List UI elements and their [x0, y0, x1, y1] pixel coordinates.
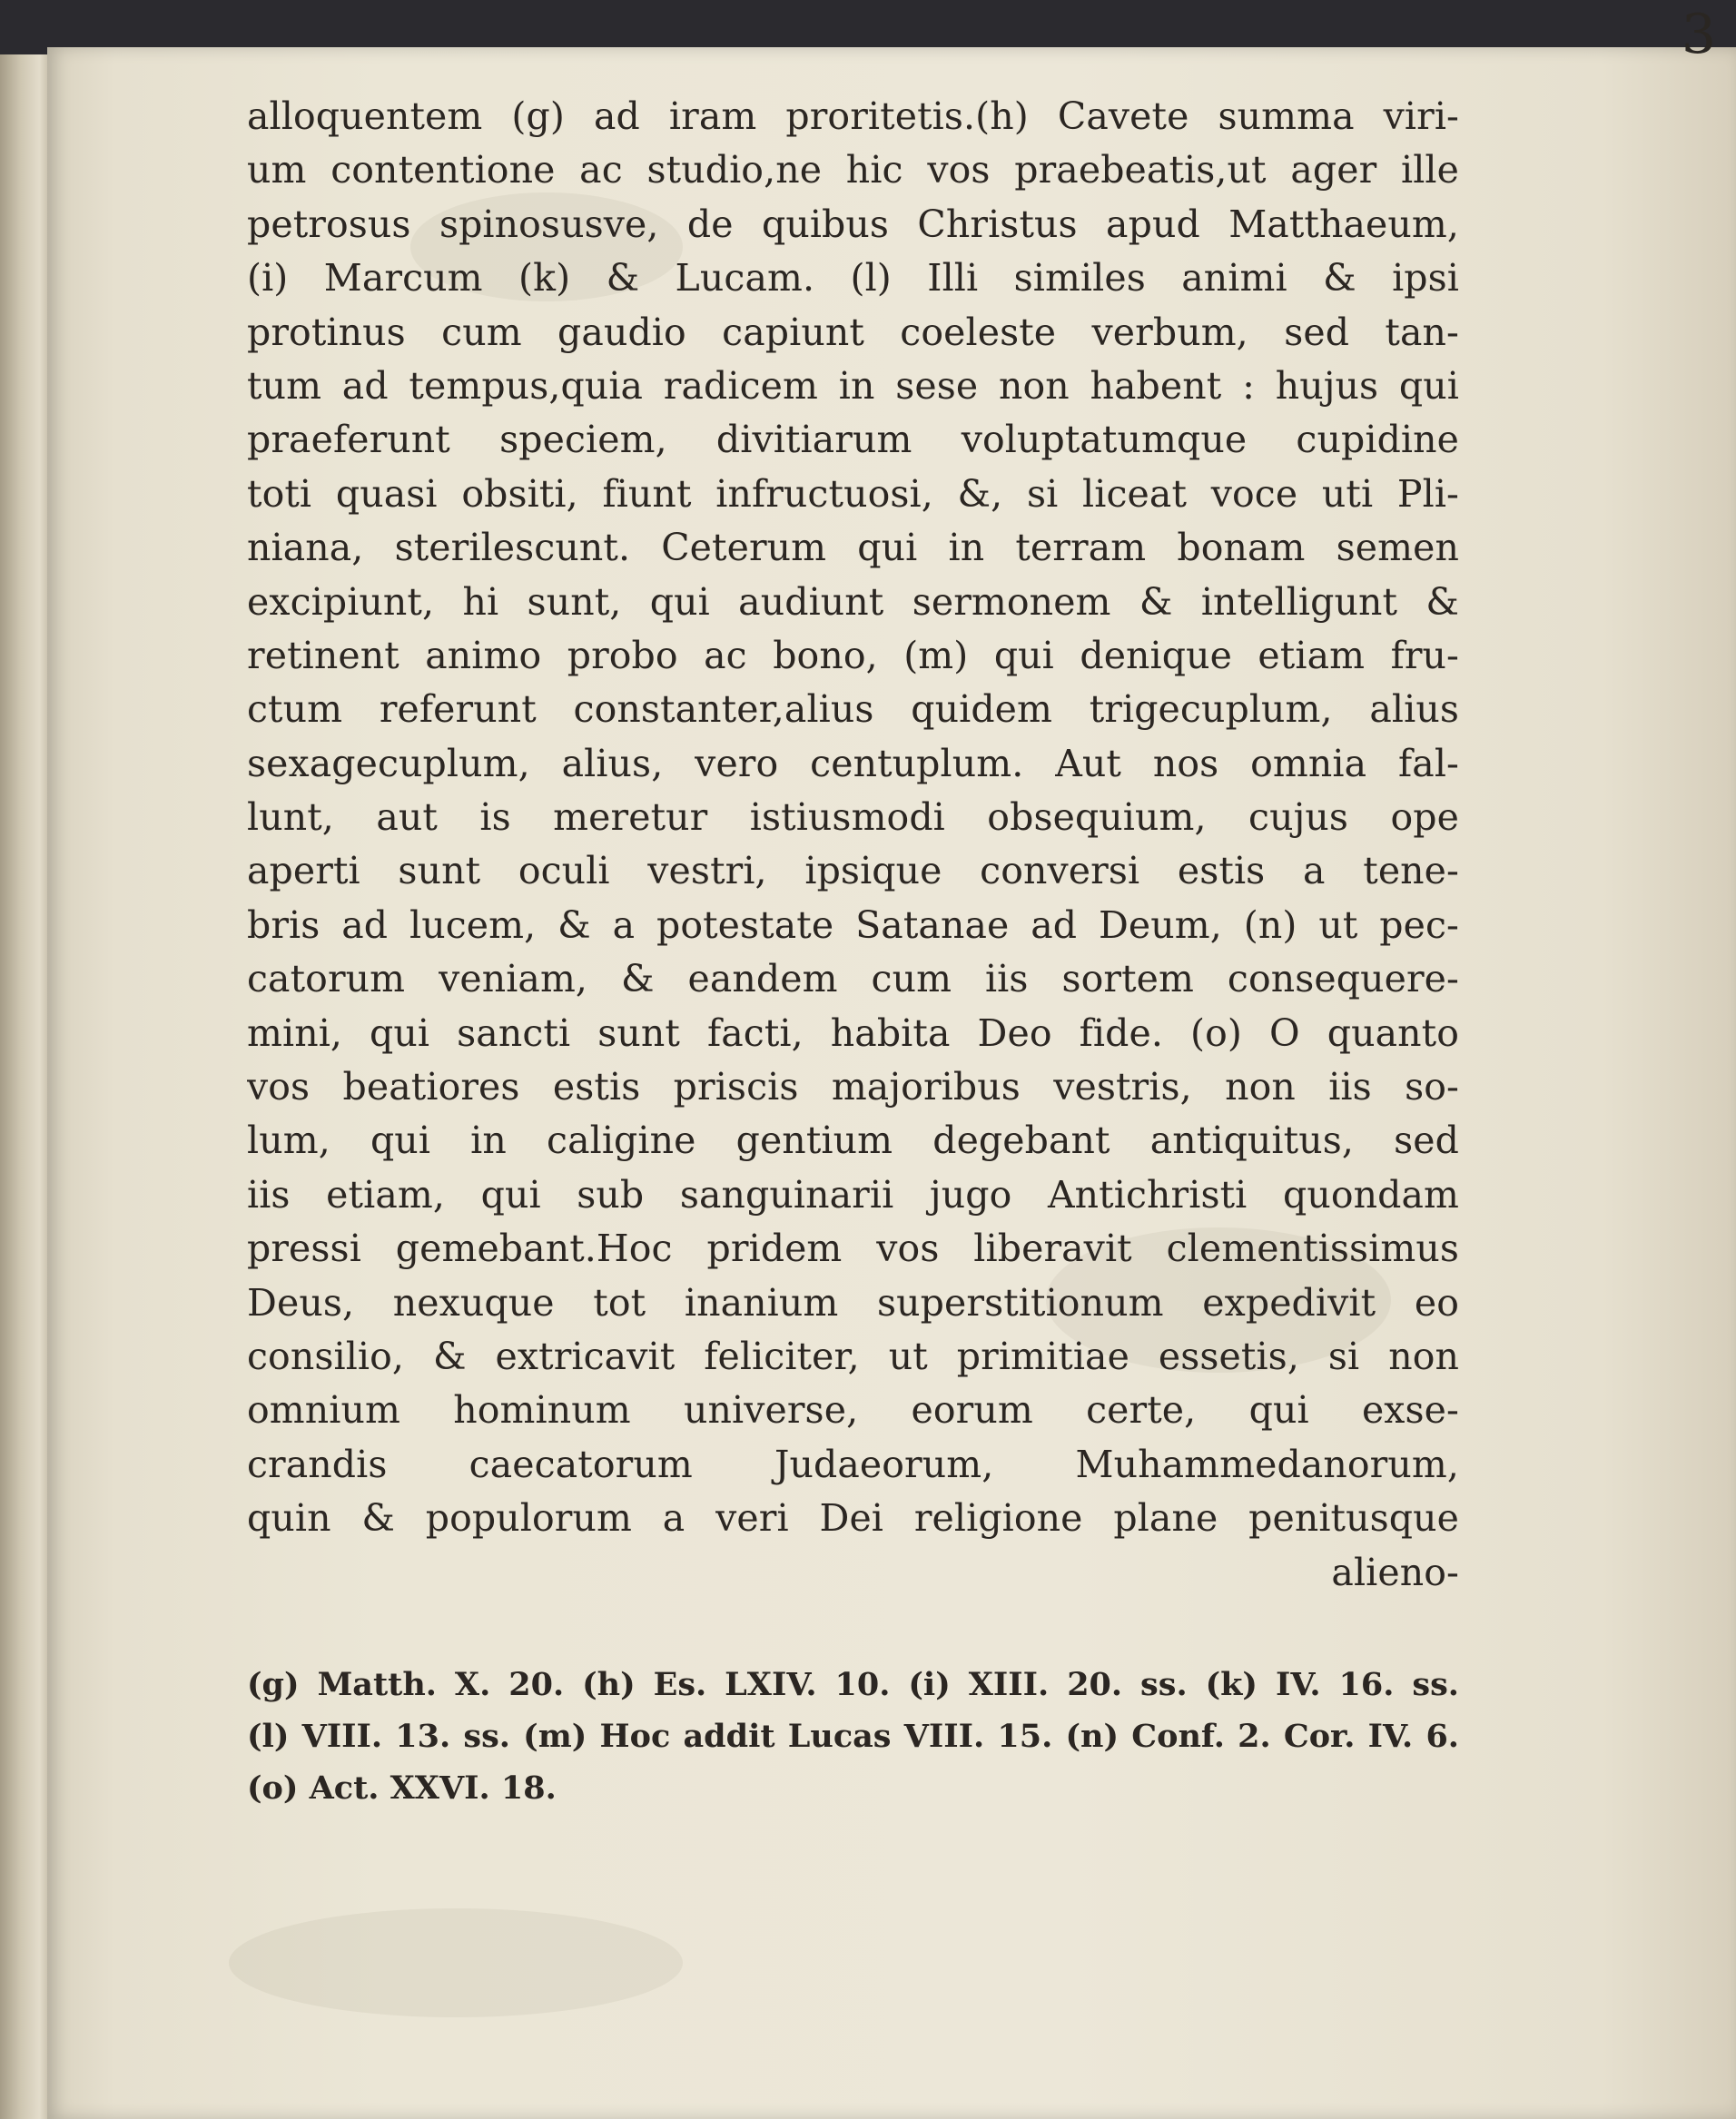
text-line: alloquentem (g) ad iram proritetis.(h) Cavete summa viri-: [247, 94, 1459, 138]
text-line: retinent animo probo ac bono, (m) qui denique etiam fru-: [247, 633, 1459, 677]
text-line: protinus cum gaudio capiunt coeleste verbum, sed tan-: [247, 310, 1459, 354]
text-line: aperti sunt oculi vestri, ipsique conversi estis a tene-: [247, 849, 1459, 893]
text-line: mini, qui sancti sunt facti, habita Deo fide. (o) O quanto: [247, 1010, 1459, 1055]
text-line: um contentione ac studio,ne hic vos praebeatis,ut ager ille: [247, 148, 1459, 192]
book-gutter: [0, 54, 53, 2119]
text-line: tum ad tempus,quia radicem in sese non habent : hujus qui: [247, 363, 1459, 408]
text-line: (i) Marcum (k) & Lucam. (l) Illi similes animi & ipsi: [247, 256, 1459, 301]
text-line: pressi gemebant.Hoc pridem vos liberavit clementissimus: [247, 1227, 1459, 1271]
text-line: iis etiam, qui sub sanguinarii jugo Antichristi quondam: [247, 1172, 1459, 1217]
text-line: quin & populorum a veri Dei religione plane penitusque: [247, 1496, 1459, 1541]
footnote-line: (l) VIII. 13. ss. (m) Hoc addit Lucas VIII. 15. (n) Conf. 2. Cor. IV. 6.: [247, 1718, 1459, 1755]
text-line: consilio, & extricavit feliciter, ut primitiae essetis, si non: [247, 1334, 1459, 1378]
text-line: bris ad lucem, & a potestate Satanae ad Deum, (n) ut pec-: [247, 902, 1459, 947]
text-line: ctum referunt constanter,alius quidem trigecuplum, alius: [247, 687, 1459, 732]
text-line: sexagecuplum, alius, vero centuplum. Aut nos omnia fal-: [247, 741, 1459, 785]
text-line: excipiunt, hi sunt, qui audiunt sermonem & intelligunt &: [247, 579, 1459, 624]
catchword: alieno-: [1331, 1550, 1459, 1594]
page-number: 3: [1681, 3, 1716, 66]
text-line: petrosus spinosusve, de quibus Christus apud Matthaeum,: [247, 202, 1459, 246]
footnote-line: (g) Matth. X. 20. (h) Es. LXIV. 10. (i) XIII. 20. ss. (k) IV. 16. ss.: [247, 1666, 1459, 1703]
text-line: Deus, nexuque tot inanium superstitionum expedivit eo: [247, 1280, 1459, 1325]
footnote-line: (o) Act. XXVI. 18.: [247, 1769, 557, 1807]
text-line: praeferunt speciem, divitiarum voluptatumque cupidine: [247, 418, 1459, 462]
footnotes: [247, 1659, 1459, 1814]
body-text: [247, 90, 1459, 1600]
text-line: omnium hominum universe, eorum certe, qui exse-: [247, 1388, 1459, 1433]
paper-stain: [229, 1908, 683, 2017]
text-line: vos beatiores estis priscis majoribus vestris, non iis so-: [247, 1065, 1459, 1109]
text-line: lunt, aut is meretur istiusmodi obsequium, cujus ope: [247, 795, 1459, 840]
text-line: catorum veniam, & eandem cum iis sortem consequere-: [247, 957, 1459, 1001]
text-line: niana, sterilescunt. Ceterum qui in terram bonam semen: [247, 526, 1459, 570]
text-line: toti quasi obsiti, fiunt infructuosi, &, si liceat voce uti Pli-: [247, 471, 1459, 516]
text-line: crandis caecatorum Judaeorum, Muhammedanorum,: [247, 1442, 1459, 1486]
text-line: lum, qui in caligine gentium degebant antiquitus, sed: [247, 1119, 1459, 1163]
